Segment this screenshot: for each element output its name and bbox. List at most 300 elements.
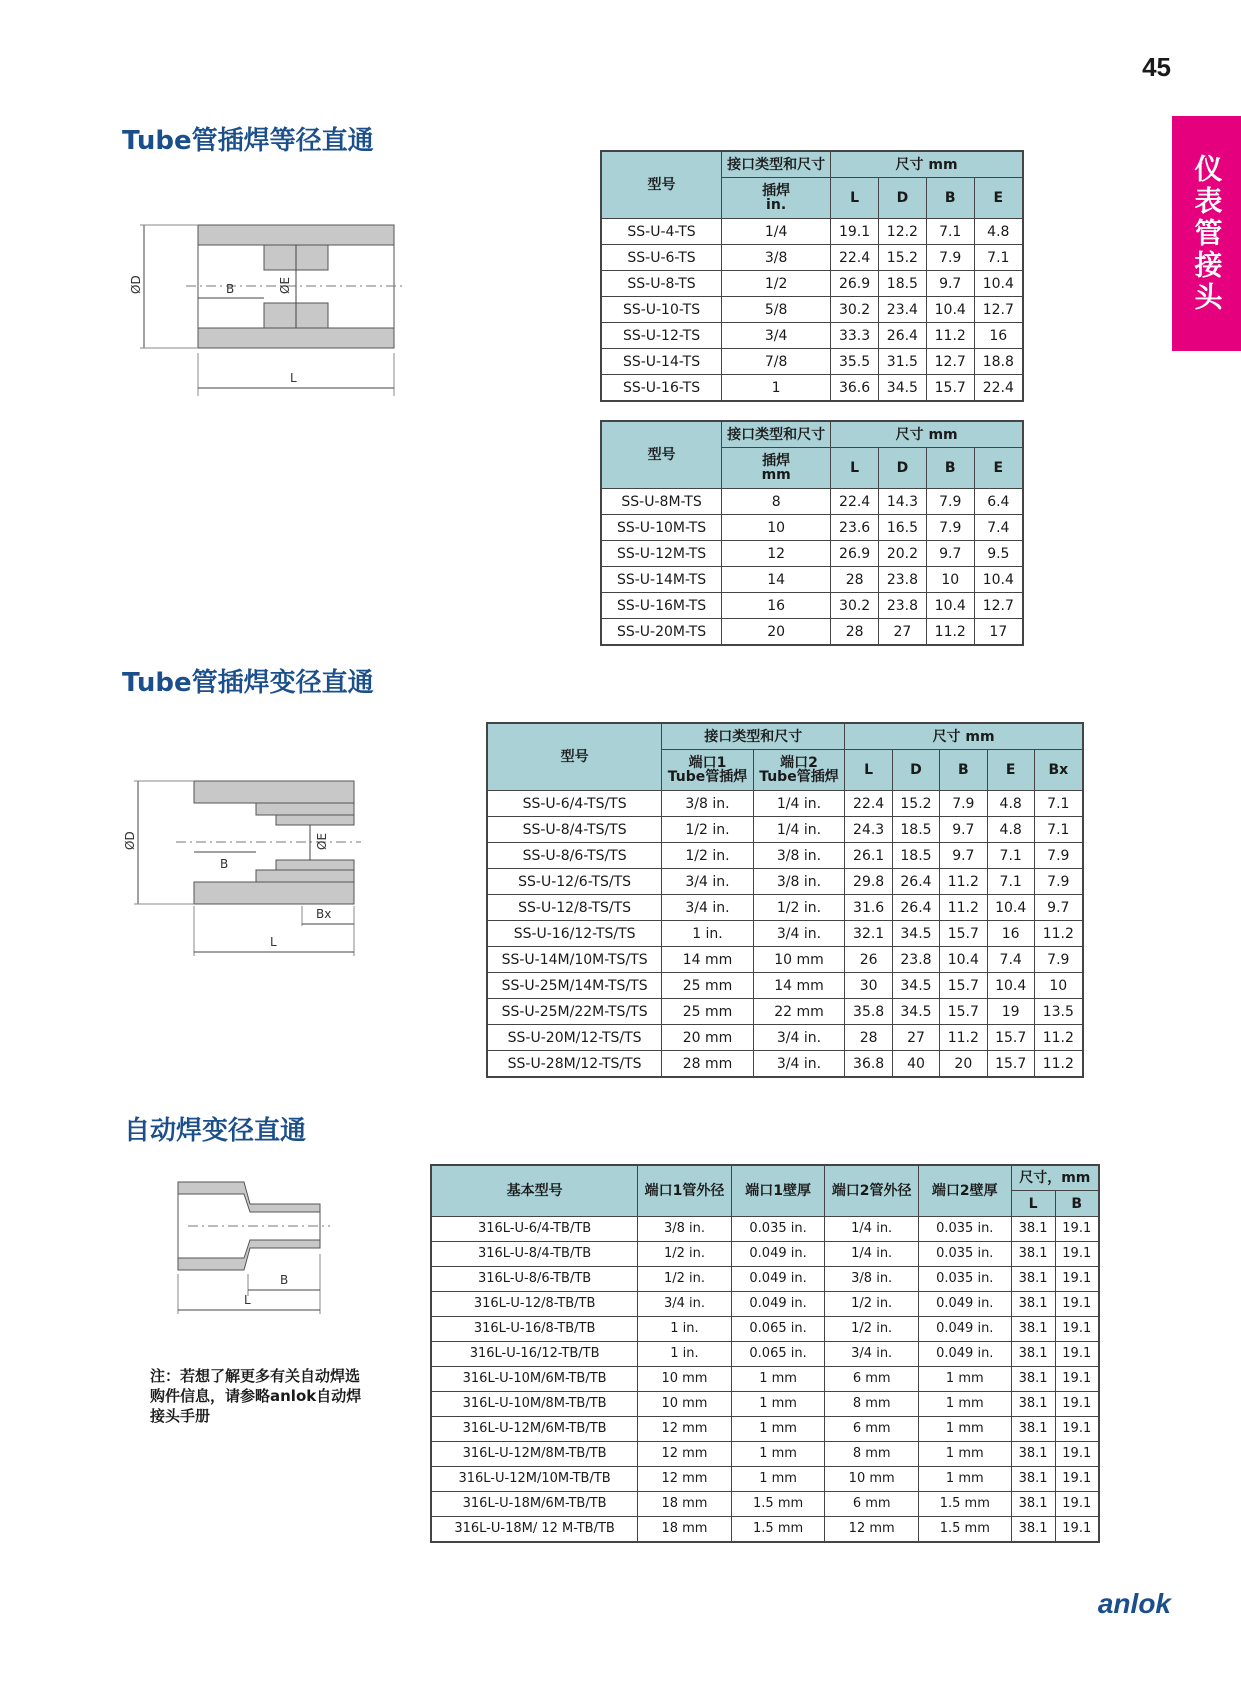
cell-value: 7.1 [1034, 791, 1083, 817]
cell-value: 7.1 [987, 843, 1034, 869]
cell-value: 30.2 [831, 297, 879, 323]
cell-value: 3/8 [722, 245, 831, 271]
cell-value: 1/2 in. [825, 1292, 919, 1317]
table-row [601, 297, 1023, 323]
cell-value: 1 mm [731, 1442, 825, 1467]
cell-value: 10 mm [638, 1367, 732, 1392]
cell-value: 9.7 [939, 843, 987, 869]
header-col: D [879, 448, 927, 489]
cell-model: SS-U-25M/22M-TS/TS [487, 999, 662, 1025]
table-equal-metric [600, 420, 1024, 646]
table-row [431, 1292, 1099, 1317]
cell-model: SS-U-14-TS [601, 349, 722, 375]
cell-value: 28 [845, 1025, 893, 1051]
cell-value: 26.4 [893, 895, 940, 921]
cell-value: 10 mm [638, 1392, 732, 1417]
cell-model: SS-U-6/4-TS/TS [487, 791, 662, 817]
table-row [601, 219, 1023, 245]
label-l: L [290, 371, 297, 385]
table-equal-inch [600, 150, 1024, 402]
cell-value: 3/8 in. [753, 869, 844, 895]
cell-value: 1/2 in. [638, 1267, 732, 1292]
cell-value: 34.5 [893, 921, 940, 947]
cell-value: 3/8 in. [638, 1217, 732, 1242]
cell-value: 0.035 in. [731, 1217, 825, 1242]
cell-value: 7.9 [926, 245, 974, 271]
cell-value: 3/4 in. [753, 1051, 844, 1078]
cell-value: 1/2 in. [662, 817, 753, 843]
cell-model: SS-U-14M-TS [601, 567, 722, 593]
cell-value: 9.5 [974, 541, 1023, 567]
table-row [487, 869, 1083, 895]
note-line: 注：若想了解更多有关自动焊选 [150, 1367, 361, 1385]
cell-value: 11.2 [1034, 921, 1083, 947]
table-row [601, 323, 1023, 349]
cell-value: 7.4 [987, 947, 1034, 973]
cell-value: 1.5 mm [918, 1517, 1011, 1543]
cell-value: 34.5 [878, 375, 926, 402]
cell-value: 7.9 [1034, 843, 1083, 869]
cell-model: SS-U-12/8-TS/TS [487, 895, 662, 921]
cell-model: 316L-U-8/6-TB/TB [431, 1267, 638, 1292]
header-model: 型号 [601, 151, 722, 219]
header-col: E [987, 750, 1034, 791]
cell-value: 13.5 [1034, 999, 1083, 1025]
cell-value: 10.4 [926, 593, 974, 619]
cell-value: 19.1 [1055, 1492, 1099, 1517]
cell-value: 1/2 in. [753, 895, 844, 921]
cell-value: 19.1 [1055, 1342, 1099, 1367]
table-row [601, 349, 1023, 375]
label-bx: Bx [316, 907, 332, 921]
section-title-autoweld-reducing: 自动焊变径直通 [124, 1116, 307, 1146]
cell-value: 0.049 in. [731, 1292, 825, 1317]
cell-value: 30.2 [831, 593, 879, 619]
cell-model: SS-U-8/4-TS/TS [487, 817, 662, 843]
cell-value: 19.1 [1055, 1442, 1099, 1467]
cell-model: SS-U-12-TS [601, 323, 722, 349]
cell-value: 0.035 in. [918, 1267, 1011, 1292]
cell-model: SS-U-20M-TS [601, 619, 722, 646]
cell-value: 3/4 [722, 323, 831, 349]
cell-value: 26.9 [831, 541, 879, 567]
cell-value: 12 mm [638, 1417, 732, 1442]
cell-value: 7.9 [926, 489, 974, 515]
cell-value: 7.4 [974, 515, 1023, 541]
cell-model: SS-U-12M-TS [601, 541, 722, 567]
cell-value: 19.1 [831, 219, 879, 245]
cell-value: 22.4 [831, 489, 879, 515]
cell-model: 316L-U-12M/8M-TB/TB [431, 1442, 638, 1467]
header-size: 尺寸 mm [831, 421, 1023, 448]
header-socket-weld: 插焊 mm [722, 448, 831, 489]
cell-value: 10 [1034, 973, 1083, 999]
cell-value: 22 mm [753, 999, 844, 1025]
cell-value: 1.5 mm [731, 1492, 825, 1517]
cell-model: 316L-U-18M/ 12 M-TB/TB [431, 1517, 638, 1543]
cell-value: 38.1 [1011, 1217, 1055, 1242]
label-d: ØD [129, 275, 143, 294]
cell-value: 38.1 [1011, 1392, 1055, 1417]
cell-value: 8 mm [825, 1442, 919, 1467]
cell-value: 10.4 [987, 973, 1034, 999]
cell-model: SS-U-6-TS [601, 245, 722, 271]
cell-value: 1 mm [731, 1367, 825, 1392]
header-port1-od: 端口1管外径 [638, 1165, 732, 1217]
cell-value: 17 [974, 619, 1023, 646]
cell-value: 1/4 [722, 219, 831, 245]
cell-value: 10 mm [825, 1467, 919, 1492]
cell-value: 12.2 [878, 219, 926, 245]
cell-value: 26.1 [845, 843, 893, 869]
cell-value: 15.7 [939, 999, 987, 1025]
cell-value: 16 [987, 921, 1034, 947]
autoweld-note [150, 1366, 361, 1426]
cell-model: 316L-U-12/8-TB/TB [431, 1292, 638, 1317]
cell-value: 10.4 [926, 297, 974, 323]
header-socket-weld: 插焊 in. [722, 178, 831, 219]
cell-model: SS-U-10-TS [601, 297, 722, 323]
table-row [431, 1392, 1099, 1417]
cell-value: 0.035 in. [918, 1217, 1011, 1242]
cell-value: 40 [893, 1051, 940, 1078]
cell-value: 38.1 [1011, 1342, 1055, 1367]
cell-value: 18.5 [878, 271, 926, 297]
cell-value: 1/4 in. [753, 817, 844, 843]
cell-value: 12 mm [825, 1517, 919, 1543]
header-port1: 端口1 Tube管插焊 [662, 750, 753, 791]
label-b: B [280, 1273, 289, 1287]
table-row [601, 271, 1023, 297]
cell-model: SS-U-4-TS [601, 219, 722, 245]
cell-value: 3/4 in. [662, 895, 753, 921]
cell-model: 316L-U-18M/6M-TB/TB [431, 1492, 638, 1517]
table-reducing-tube [486, 722, 1084, 1078]
cell-value: 23.6 [831, 515, 879, 541]
cell-value: 8 mm [825, 1392, 919, 1417]
note-line: 购件信息，请参略anlok自动焊 [150, 1387, 362, 1405]
table-row [601, 593, 1023, 619]
table-row [431, 1317, 1099, 1342]
header-col: L [831, 178, 879, 219]
cell-value: 18.5 [893, 843, 940, 869]
cell-value: 6.4 [974, 489, 1023, 515]
header-port2: 端口2 Tube管插焊 [753, 750, 844, 791]
cell-value: 38.1 [1011, 1467, 1055, 1492]
cell-value: 30 [845, 973, 893, 999]
cell-value: 0.049 in. [918, 1317, 1011, 1342]
table-row [431, 1267, 1099, 1292]
cell-model: SS-U-8-TS [601, 271, 722, 297]
label-l: L [244, 1293, 251, 1307]
cell-value: 26 [845, 947, 893, 973]
cell-value: 0.065 in. [731, 1317, 825, 1342]
cell-value: 31.5 [878, 349, 926, 375]
cell-value: 3/4 in. [638, 1292, 732, 1317]
cell-value: 4.8 [987, 817, 1034, 843]
cell-value: 26.4 [893, 869, 940, 895]
table-row [601, 489, 1023, 515]
cell-value: 9.7 [1034, 895, 1083, 921]
header-model: 型号 [487, 723, 662, 791]
cell-value: 18.8 [974, 349, 1023, 375]
cell-model: SS-U-16/12-TS/TS [487, 921, 662, 947]
cell-value: 6 mm [825, 1367, 919, 1392]
cell-value: 0.065 in. [731, 1342, 825, 1367]
cell-value: 7.9 [926, 515, 974, 541]
cell-value: 16 [722, 593, 831, 619]
label-d: ØD [123, 831, 137, 850]
header-model: 基本型号 [431, 1165, 638, 1217]
cell-value: 38.1 [1011, 1242, 1055, 1267]
cell-value: 16 [974, 323, 1023, 349]
table-row [431, 1242, 1099, 1267]
cell-value: 19.1 [1055, 1517, 1099, 1543]
cell-value: 29.8 [845, 869, 893, 895]
cell-value: 1 in. [638, 1342, 732, 1367]
cell-value: 1 mm [918, 1367, 1011, 1392]
cell-value: 7.9 [1034, 947, 1083, 973]
cell-value: 15.7 [939, 921, 987, 947]
cell-value: 35.8 [845, 999, 893, 1025]
cell-model: SS-U-28M/12-TS/TS [487, 1051, 662, 1078]
cell-value: 23.8 [893, 947, 940, 973]
cell-value: 14.3 [879, 489, 927, 515]
cell-value: 1/2 in. [662, 843, 753, 869]
table-row [487, 791, 1083, 817]
cell-value: 10 mm [753, 947, 844, 973]
header-size: 尺寸，mm [1011, 1165, 1099, 1191]
cell-value: 19.1 [1055, 1467, 1099, 1492]
cell-model: SS-U-10M-TS [601, 515, 722, 541]
cell-value: 18 mm [638, 1517, 732, 1543]
cell-value: 16.5 [879, 515, 927, 541]
table-row [601, 375, 1023, 402]
cell-value: 11.2 [939, 1025, 987, 1051]
table-row [601, 567, 1023, 593]
cell-value: 0.049 in. [918, 1342, 1011, 1367]
cell-value: 1/4 in. [825, 1242, 919, 1267]
cell-value: 19.1 [1055, 1242, 1099, 1267]
cell-model: SS-U-12/6-TS/TS [487, 869, 662, 895]
cell-value: 1 mm [731, 1417, 825, 1442]
header-col: L [845, 750, 893, 791]
table-row [431, 1217, 1099, 1242]
label-b: B [226, 282, 235, 296]
cell-value: 4.8 [987, 791, 1034, 817]
cell-value: 1/4 in. [753, 791, 844, 817]
cell-value: 38.1 [1011, 1417, 1055, 1442]
section-title-equal-tube-socket-weld: Tube管插焊等径直通 [122, 126, 374, 156]
cell-value: 38.1 [1011, 1367, 1055, 1392]
cell-value: 19.1 [1055, 1392, 1099, 1417]
cell-value: 4.8 [974, 219, 1023, 245]
cell-value: 38.1 [1011, 1442, 1055, 1467]
cell-model: SS-U-14M/10M-TS/TS [487, 947, 662, 973]
cell-value: 20 [939, 1051, 987, 1078]
section-title-reducing-tube-socket-weld: Tube管插焊变径直通 [122, 668, 374, 698]
cell-value: 10 [926, 567, 974, 593]
cell-value: 19.1 [1055, 1417, 1099, 1442]
cell-value: 11.2 [939, 895, 987, 921]
cell-value: 31.6 [845, 895, 893, 921]
cell-value: 1 mm [918, 1417, 1011, 1442]
header-port2-od: 端口2管外径 [825, 1165, 919, 1217]
cell-value: 33.3 [831, 323, 879, 349]
cell-model: 316L-U-16/12-TB/TB [431, 1342, 638, 1367]
cell-value: 1 in. [662, 921, 753, 947]
table-row [601, 619, 1023, 646]
cell-value: 12 mm [638, 1467, 732, 1492]
cell-value: 6 mm [825, 1417, 919, 1442]
cell-value: 15.7 [926, 375, 974, 402]
table-row [431, 1367, 1099, 1392]
cell-value: 10.4 [987, 895, 1034, 921]
cell-value: 34.5 [893, 999, 940, 1025]
cell-value: 12.7 [926, 349, 974, 375]
cell-value: 7.9 [1034, 869, 1083, 895]
table-row [487, 843, 1083, 869]
cell-value: 19.1 [1055, 1367, 1099, 1392]
table-row [431, 1517, 1099, 1543]
cell-model: 316L-U-10M/6M-TB/TB [431, 1367, 638, 1392]
cell-model: SS-U-16-TS [601, 375, 722, 402]
cell-value: 14 mm [662, 947, 753, 973]
table-row [487, 947, 1083, 973]
cell-value: 1 mm [918, 1467, 1011, 1492]
cell-value: 5/8 [722, 297, 831, 323]
header-port1-wall: 端口1壁厚 [731, 1165, 825, 1217]
cell-value: 20.2 [879, 541, 927, 567]
cell-value: 3/8 in. [753, 843, 844, 869]
cell-value: 32.1 [845, 921, 893, 947]
cell-value: 1 in. [638, 1317, 732, 1342]
cell-model: SS-U-16M-TS [601, 593, 722, 619]
cell-value: 38.1 [1011, 1267, 1055, 1292]
cell-value: 12 mm [638, 1442, 732, 1467]
header-col: E [974, 448, 1023, 489]
label-e: ØE [278, 276, 292, 294]
header-col: L [831, 448, 879, 489]
cell-value: 10.4 [939, 947, 987, 973]
cell-value: 19.1 [1055, 1267, 1099, 1292]
cell-value: 25 mm [662, 973, 753, 999]
table-row [431, 1492, 1099, 1517]
header-connection: 接口类型和尺寸 [722, 151, 831, 178]
cell-value: 35.5 [831, 349, 879, 375]
cell-value: 36.6 [831, 375, 879, 402]
cell-model: SS-U-20M/12-TS/TS [487, 1025, 662, 1051]
cell-model: 316L-U-8/4-TB/TB [431, 1242, 638, 1267]
cell-value: 7.9 [939, 791, 987, 817]
cell-value: 25 mm [662, 999, 753, 1025]
cell-model: SS-U-8M-TS [601, 489, 722, 515]
cell-value: 1 [722, 375, 831, 402]
side-category-tab: 仪表管接头 [1172, 116, 1241, 351]
cell-value: 28 [831, 619, 879, 646]
cell-value: 11.2 [926, 323, 974, 349]
header-col: D [878, 178, 926, 219]
cell-value: 6 mm [825, 1492, 919, 1517]
cell-value: 12.7 [974, 593, 1023, 619]
cell-value: 26.4 [878, 323, 926, 349]
cell-value: 7/8 [722, 349, 831, 375]
table-row [431, 1442, 1099, 1467]
cell-value: 20 [722, 619, 831, 646]
cell-value: 1.5 mm [918, 1492, 1011, 1517]
header-col: D [893, 750, 940, 791]
cell-value: 3/4 in. [662, 869, 753, 895]
header-model: 型号 [601, 421, 722, 489]
table-row [601, 515, 1023, 541]
cell-value: 19.1 [1055, 1217, 1099, 1242]
table-row [487, 1051, 1083, 1078]
cell-value: 11.2 [1034, 1025, 1083, 1051]
cell-value: 3/4 in. [825, 1342, 919, 1367]
cell-value: 22.4 [974, 375, 1023, 402]
cell-value: 15.7 [987, 1025, 1034, 1051]
cell-value: 15.2 [893, 791, 940, 817]
header-size: 尺寸 mm [831, 151, 1023, 178]
cell-value: 9.7 [926, 541, 974, 567]
table-row [601, 245, 1023, 271]
cell-value: 0.049 in. [918, 1292, 1011, 1317]
cell-value: 10 [722, 515, 831, 541]
header-col: L [1011, 1191, 1055, 1217]
cell-value: 11.2 [939, 869, 987, 895]
cell-value: 10.4 [974, 271, 1023, 297]
cell-value: 34.5 [893, 973, 940, 999]
cell-value: 28 [831, 567, 879, 593]
table-row [487, 973, 1083, 999]
cell-value: 19 [987, 999, 1034, 1025]
cell-value: 38.1 [1011, 1492, 1055, 1517]
cell-value: 7.1 [987, 869, 1034, 895]
header-col: B [1055, 1191, 1099, 1217]
table-row [487, 921, 1083, 947]
cell-value: 11.2 [926, 619, 974, 646]
table-row [487, 895, 1083, 921]
cell-value: 14 mm [753, 973, 844, 999]
header-col: B [926, 178, 974, 219]
cell-value: 24.3 [845, 817, 893, 843]
table-row [431, 1467, 1099, 1492]
cell-value: 3/8 in. [825, 1267, 919, 1292]
cell-value: 12 [722, 541, 831, 567]
header-col: E [974, 178, 1023, 219]
diagram-reducing-union [116, 776, 366, 956]
cell-model: 316L-U-12M/6M-TB/TB [431, 1417, 638, 1442]
cell-value: 26.9 [831, 271, 879, 297]
cell-value: 7.1 [926, 219, 974, 245]
cell-value: 38.1 [1011, 1517, 1055, 1543]
cell-value: 19.1 [1055, 1292, 1099, 1317]
header-col: B [939, 750, 987, 791]
table-row [431, 1342, 1099, 1367]
cell-value: 19.1 [1055, 1317, 1099, 1342]
cell-value: 18 mm [638, 1492, 732, 1517]
table-row [487, 817, 1083, 843]
table-row [431, 1417, 1099, 1442]
label-l: L [270, 935, 277, 949]
cell-value: 3/4 in. [753, 921, 844, 947]
table-row [601, 541, 1023, 567]
cell-value: 38.1 [1011, 1292, 1055, 1317]
cell-model: SS-U-25M/14M-TS/TS [487, 973, 662, 999]
cell-value: 3/8 in. [662, 791, 753, 817]
cell-value: 38.1 [1011, 1317, 1055, 1342]
header-port2-wall: 端口2壁厚 [918, 1165, 1011, 1217]
